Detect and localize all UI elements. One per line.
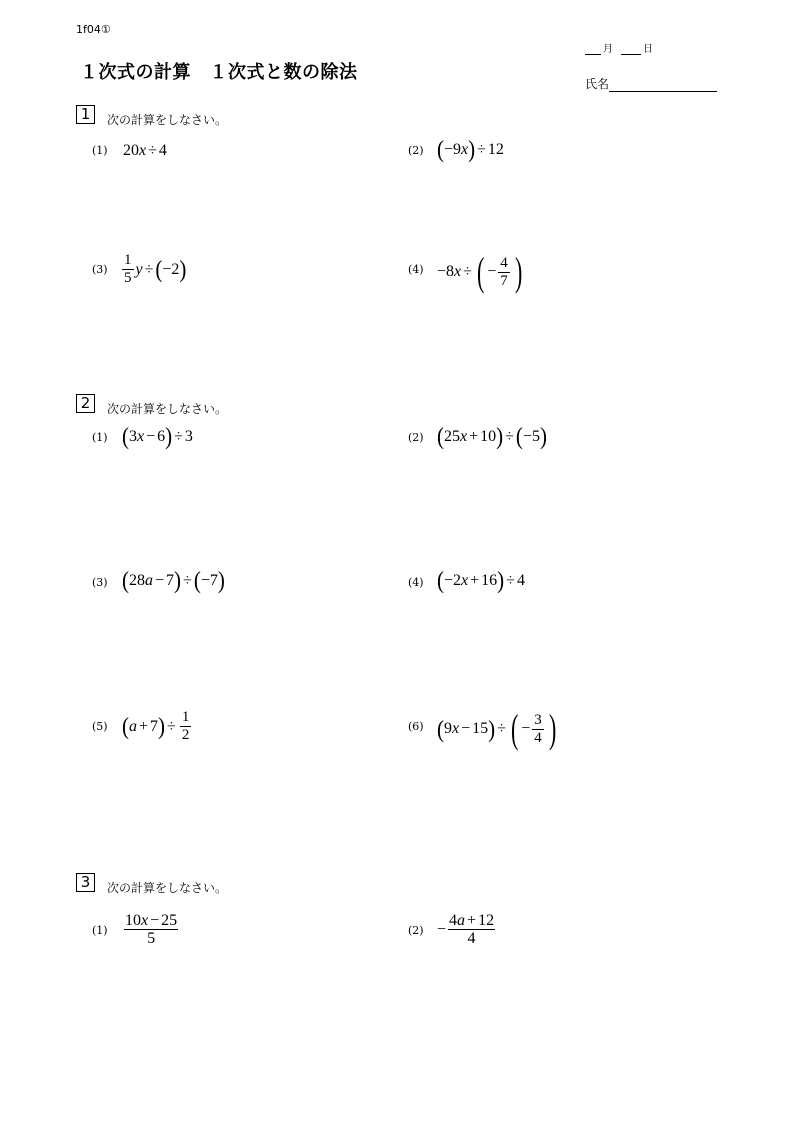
math-token: 3 bbox=[184, 427, 193, 445]
s3-p1-label: (1) bbox=[92, 924, 108, 937]
math-token: 10 bbox=[125, 912, 141, 929]
math-token: ( bbox=[193, 566, 201, 594]
math-token: − bbox=[150, 912, 160, 929]
math-token: 28 bbox=[129, 571, 145, 589]
math-token: 10 bbox=[480, 427, 497, 445]
math-token: 4 bbox=[516, 571, 525, 589]
math-token: ÷ bbox=[477, 140, 486, 158]
s1-p3-label: (3) bbox=[92, 263, 108, 276]
math-token: 4 bbox=[158, 142, 167, 159]
day-blank[interactable] bbox=[621, 54, 641, 55]
math-token: ÷ bbox=[183, 571, 192, 589]
math-token: 2 bbox=[181, 727, 190, 743]
math-token: 4 bbox=[500, 254, 508, 271]
s1-p4-expression bbox=[437, 249, 525, 294]
math-token: − bbox=[437, 263, 447, 280]
math-token: − bbox=[522, 427, 532, 445]
math-token: − bbox=[444, 140, 454, 158]
section-2-instruction: 次の計算をしなさい。 bbox=[107, 402, 228, 416]
math-token: ( bbox=[437, 566, 444, 594]
month-label: 月 bbox=[603, 44, 613, 55]
math-token: ( bbox=[122, 566, 129, 594]
math-token: 3 bbox=[534, 711, 542, 728]
s2-p6-label: (6) bbox=[408, 720, 424, 733]
math-token: ÷ bbox=[174, 427, 183, 445]
math-token: 15 bbox=[472, 720, 489, 737]
math-token: − bbox=[444, 571, 454, 589]
math-token: 12 bbox=[487, 140, 504, 158]
s2-p4-expression bbox=[437, 566, 525, 594]
math-token: 20 bbox=[123, 142, 139, 159]
math-token: − bbox=[437, 920, 447, 938]
math-token: y bbox=[135, 260, 143, 278]
worksheet-code: 1f04① bbox=[76, 23, 111, 36]
math-token: ) bbox=[165, 422, 173, 450]
s1-p2-label: (2) bbox=[408, 144, 424, 157]
s3-p1-expression bbox=[122, 912, 180, 947]
s1-p1-expression bbox=[123, 142, 167, 160]
math-token: − bbox=[146, 427, 156, 445]
math-token: − bbox=[487, 263, 497, 280]
math-token: 7 bbox=[209, 571, 218, 589]
math-token: x bbox=[141, 912, 149, 929]
math-token: + bbox=[139, 717, 149, 735]
math-token: 5 bbox=[147, 930, 156, 947]
math-token: ) bbox=[179, 255, 187, 283]
math-token: 1 bbox=[124, 252, 132, 268]
math-token: 5 bbox=[531, 427, 540, 445]
math-token: 7 bbox=[166, 571, 175, 589]
s1-p1-label: (1) bbox=[92, 144, 108, 157]
math-token: a bbox=[129, 717, 137, 735]
fraction bbox=[122, 252, 134, 287]
math-token: x bbox=[139, 142, 147, 159]
section-3-number: 3 bbox=[76, 873, 95, 892]
fraction bbox=[448, 912, 495, 947]
math-token: 4 bbox=[467, 930, 476, 947]
page-title: １次式の計算 １次式と数の除法 bbox=[80, 62, 358, 83]
fraction bbox=[124, 912, 178, 947]
math-token: ) bbox=[497, 566, 505, 594]
section-3-instruction: 次の計算をしなさい。 bbox=[107, 881, 228, 895]
math-token: − bbox=[162, 260, 172, 278]
fraction bbox=[532, 712, 544, 747]
math-token: ( bbox=[515, 422, 523, 450]
s2-p3-label: (3) bbox=[92, 576, 108, 589]
math-token: − bbox=[521, 720, 531, 737]
math-token: 2 bbox=[453, 571, 462, 589]
math-token: + bbox=[470, 571, 480, 589]
math-token: ) bbox=[158, 712, 166, 740]
math-token: − bbox=[200, 571, 210, 589]
math-token: ) bbox=[496, 422, 504, 450]
math-token bbox=[124, 912, 178, 930]
math-token: ( bbox=[510, 706, 519, 751]
math-token: ) bbox=[174, 566, 182, 594]
name-label: 氏名 bbox=[585, 77, 610, 91]
math-token: 7 bbox=[500, 272, 508, 289]
math-token: x bbox=[452, 720, 460, 737]
math-token: x bbox=[461, 571, 469, 589]
math-token: 7 bbox=[150, 717, 159, 735]
date-field bbox=[585, 40, 653, 55]
math-token: ÷ bbox=[144, 260, 154, 278]
math-token: ÷ bbox=[505, 427, 514, 445]
s2-p3-expression bbox=[122, 566, 225, 594]
math-token: ( bbox=[122, 422, 129, 450]
math-token: 1 bbox=[181, 709, 190, 725]
math-token: ÷ bbox=[148, 142, 157, 159]
math-token: a bbox=[145, 571, 153, 589]
math-token: x bbox=[454, 263, 462, 280]
math-token: x bbox=[460, 427, 468, 445]
math-token: ) bbox=[514, 249, 523, 294]
s1-p4-label: (4) bbox=[408, 263, 424, 276]
section-1-instruction: 次の計算をしなさい。 bbox=[107, 113, 228, 127]
math-token: 25 bbox=[161, 912, 178, 929]
math-token: ( bbox=[122, 712, 129, 740]
math-token: 5 bbox=[124, 270, 132, 286]
math-token: ( bbox=[437, 422, 444, 450]
s2-p1-label: (1) bbox=[92, 431, 108, 444]
math-token: 9 bbox=[444, 720, 452, 737]
math-token: + bbox=[469, 427, 479, 445]
math-token: 4 bbox=[534, 729, 542, 746]
math-token: ( bbox=[437, 714, 444, 743]
s1-p3-expression bbox=[120, 252, 186, 287]
math-token: ) bbox=[217, 566, 225, 594]
math-token: 2 bbox=[171, 260, 180, 278]
s2-p5-label: (5) bbox=[92, 720, 108, 733]
s1-p2-expression bbox=[437, 135, 504, 163]
s3-p2-label: (2) bbox=[408, 924, 424, 937]
math-token: 6 bbox=[157, 427, 166, 445]
math-token: ÷ bbox=[463, 263, 472, 280]
fraction bbox=[180, 709, 192, 744]
s2-p5-expression bbox=[122, 709, 193, 744]
s2-p1-expression bbox=[122, 422, 193, 450]
fraction bbox=[498, 255, 510, 290]
day-label: 日 bbox=[643, 44, 653, 55]
name-field bbox=[585, 75, 717, 92]
math-token: 12 bbox=[478, 912, 495, 929]
s2-p6-expression bbox=[437, 706, 559, 751]
name-blank[interactable] bbox=[609, 78, 717, 92]
math-token: x bbox=[137, 427, 145, 445]
s2-p2-expression bbox=[437, 422, 547, 450]
math-token: 4 bbox=[449, 912, 458, 929]
math-token: ÷ bbox=[167, 717, 176, 735]
math-token: ) bbox=[539, 422, 547, 450]
math-token bbox=[448, 912, 495, 930]
math-token: − bbox=[155, 571, 165, 589]
math-token: 9 bbox=[453, 140, 462, 158]
s2-p4-label: (4) bbox=[408, 576, 424, 589]
math-token: 8 bbox=[446, 263, 455, 280]
month-blank[interactable] bbox=[585, 54, 601, 55]
math-token: 3 bbox=[129, 427, 137, 445]
s3-p2-expression bbox=[437, 912, 497, 947]
math-token: a bbox=[457, 912, 466, 929]
section-1-number: 1 bbox=[76, 105, 95, 124]
math-token: 16 bbox=[481, 571, 498, 589]
math-token: ( bbox=[476, 249, 485, 294]
s2-p2-label: (2) bbox=[408, 431, 424, 444]
math-token: ) bbox=[468, 135, 476, 163]
math-token: ( bbox=[437, 135, 444, 163]
math-token: ( bbox=[155, 255, 163, 283]
math-token: ) bbox=[548, 706, 557, 751]
math-token: ÷ bbox=[497, 720, 506, 737]
math-token: + bbox=[467, 912, 477, 929]
math-token: − bbox=[461, 720, 471, 737]
section-2-number: 2 bbox=[76, 394, 95, 413]
math-token: 25 bbox=[444, 427, 460, 445]
math-token: x bbox=[461, 140, 469, 158]
math-token: ÷ bbox=[506, 571, 515, 589]
math-token: ) bbox=[488, 714, 496, 743]
